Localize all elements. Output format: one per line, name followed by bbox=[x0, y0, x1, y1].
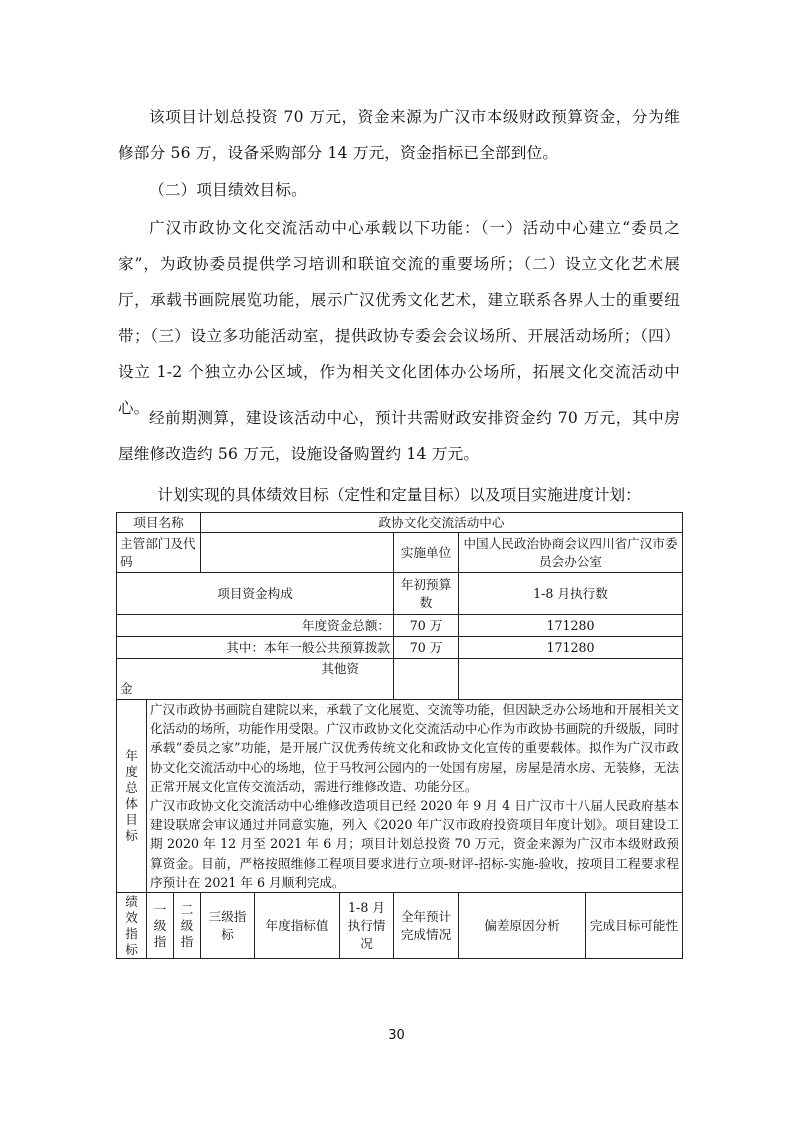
funding-label: 项目资金构成 bbox=[117, 573, 394, 615]
full-year-header: 全年预计完成情况 bbox=[394, 893, 459, 959]
other-funds-budget bbox=[394, 659, 459, 700]
table-row bbox=[117, 533, 683, 573]
investment-paragraph: 该项目计划总投资 70 万元，资金来源为广汉市本级财政预算资金，分为维修部分 56 万，设备采购部分 14 万元，资金指标已全部到位。 bbox=[118, 108, 680, 162]
table-row bbox=[117, 893, 683, 959]
level1-header: 一级指 bbox=[147, 893, 174, 959]
other-funds-line2: 金 bbox=[120, 681, 133, 696]
table-row bbox=[117, 615, 683, 637]
overview-paragraph-2: 广汉市政协文化交流活动中心维修改造项目已经 2020 年 9 月 4 日广汉市十八届人民政府基本建设联席会审议通过并同意实施，列入《2020 年广汉市政府投资项目年度计划》。项目建设工期 2020 年 12 月至 2021 年 6 月；项目计划总投资 70 万元，资金来源为广汉市本级财政预算资金。目前，严格按照维修工程项目要求进行立项-财评-招标-实施-验收，按项目工程要求程序预计在 2021 年 6 月顺利完成。 bbox=[150, 798, 679, 890]
budget-header: 年初预算数 bbox=[394, 573, 459, 615]
deviation-header: 偏差原因分析 bbox=[459, 893, 586, 959]
annual-value-header: 年度指标值 bbox=[255, 893, 340, 959]
other-funds-label bbox=[117, 659, 394, 700]
total-funds-executed: 171280 bbox=[459, 615, 683, 637]
functions-paragraph: 广汉市政协文化交流活动中心承载以下功能：（一）活动中心建立“委员之家”，为政协委员提供学习培训和联谊交流的重要场所；（二）设立文化艺术展厅，承载书画院展览功能，展示广汉优秀文化艺术，建立联系各界人士的重要纽带；（三）设立多功能活动室，提供政协专委会会议场所、开展活动场所；（四）设立 1-2 个独立办公区域，作为相关文化团体办公场所，拓展文化交流活动中心。 bbox=[118, 219, 680, 417]
performance-table bbox=[116, 512, 683, 959]
impl-unit-value: 中国人民政治协商会议四川省广汉市委员会办公室 bbox=[459, 533, 683, 573]
page-number: 30 bbox=[388, 1028, 405, 1043]
overview-label: 年度总体目标 bbox=[117, 700, 147, 893]
table-row bbox=[117, 573, 683, 615]
executed-header: 1-8 月执行数 bbox=[459, 573, 683, 615]
public-budget-executed: 171280 bbox=[459, 637, 683, 659]
table-row bbox=[117, 659, 683, 700]
project-name-label: 项目名称 bbox=[117, 513, 201, 533]
total-funds-label: 年度资金总额： bbox=[117, 615, 394, 637]
table-caption: 计划实现的具体绩效目标（定性和定量目标）以及项目实施进度计划： bbox=[157, 486, 641, 504]
jan-aug-header: 1-8 月执行情况 bbox=[340, 893, 394, 959]
feasibility-header: 完成目标可能性 bbox=[586, 893, 683, 959]
table-row bbox=[117, 513, 683, 533]
level3-header: 三级指标 bbox=[201, 893, 255, 959]
table-row bbox=[117, 637, 683, 659]
dept-value bbox=[201, 533, 394, 573]
section-heading: （二）项目绩效目标。 bbox=[149, 181, 307, 199]
project-name-value: 政协文化交流活动中心 bbox=[201, 513, 683, 533]
public-budget-label: 其中：本年一般公共预算拨款 bbox=[117, 637, 394, 659]
overview-paragraph-1: 广汉市政协书画院自建院以来，承载了文化展览、交流等功能，但因缺乏办公场地和开展相关文化活动的场所，功能作用受限。广汉市政协文化交流活动中心作为市政协书画院的升级版，同时承载“委员之家”功能，是开展广汉优秀传统文化和政协文化宣传的重要载体。拟作为广汉市政协文化交流活动中心的场地，位于马牧河公园内的一处国有房屋，房屋是清水房、无装修，无法正常开展文化宣传交流活动，需进行维修改造、功能分区。 bbox=[150, 702, 679, 794]
estimate-paragraph: 经前期测算，建设该活动中心，预计共需财政安排资金约 70 万元，其中房屋维修改造约 56 万元，设施设备购置约 14 万元。 bbox=[118, 409, 680, 463]
overview-content bbox=[147, 700, 683, 893]
impl-unit-label: 实施单位 bbox=[394, 533, 459, 573]
dept-label: 主管部门及代码 bbox=[117, 533, 201, 573]
table-row bbox=[117, 700, 683, 893]
perf-indicator-header: 绩效指标 bbox=[117, 893, 147, 959]
level2-header: 二级指 bbox=[174, 893, 201, 959]
public-budget-budget: 70 万 bbox=[394, 637, 459, 659]
other-funds-line1: 其他资 bbox=[321, 661, 359, 676]
total-funds-budget: 70 万 bbox=[394, 615, 459, 637]
other-funds-executed bbox=[459, 659, 683, 700]
